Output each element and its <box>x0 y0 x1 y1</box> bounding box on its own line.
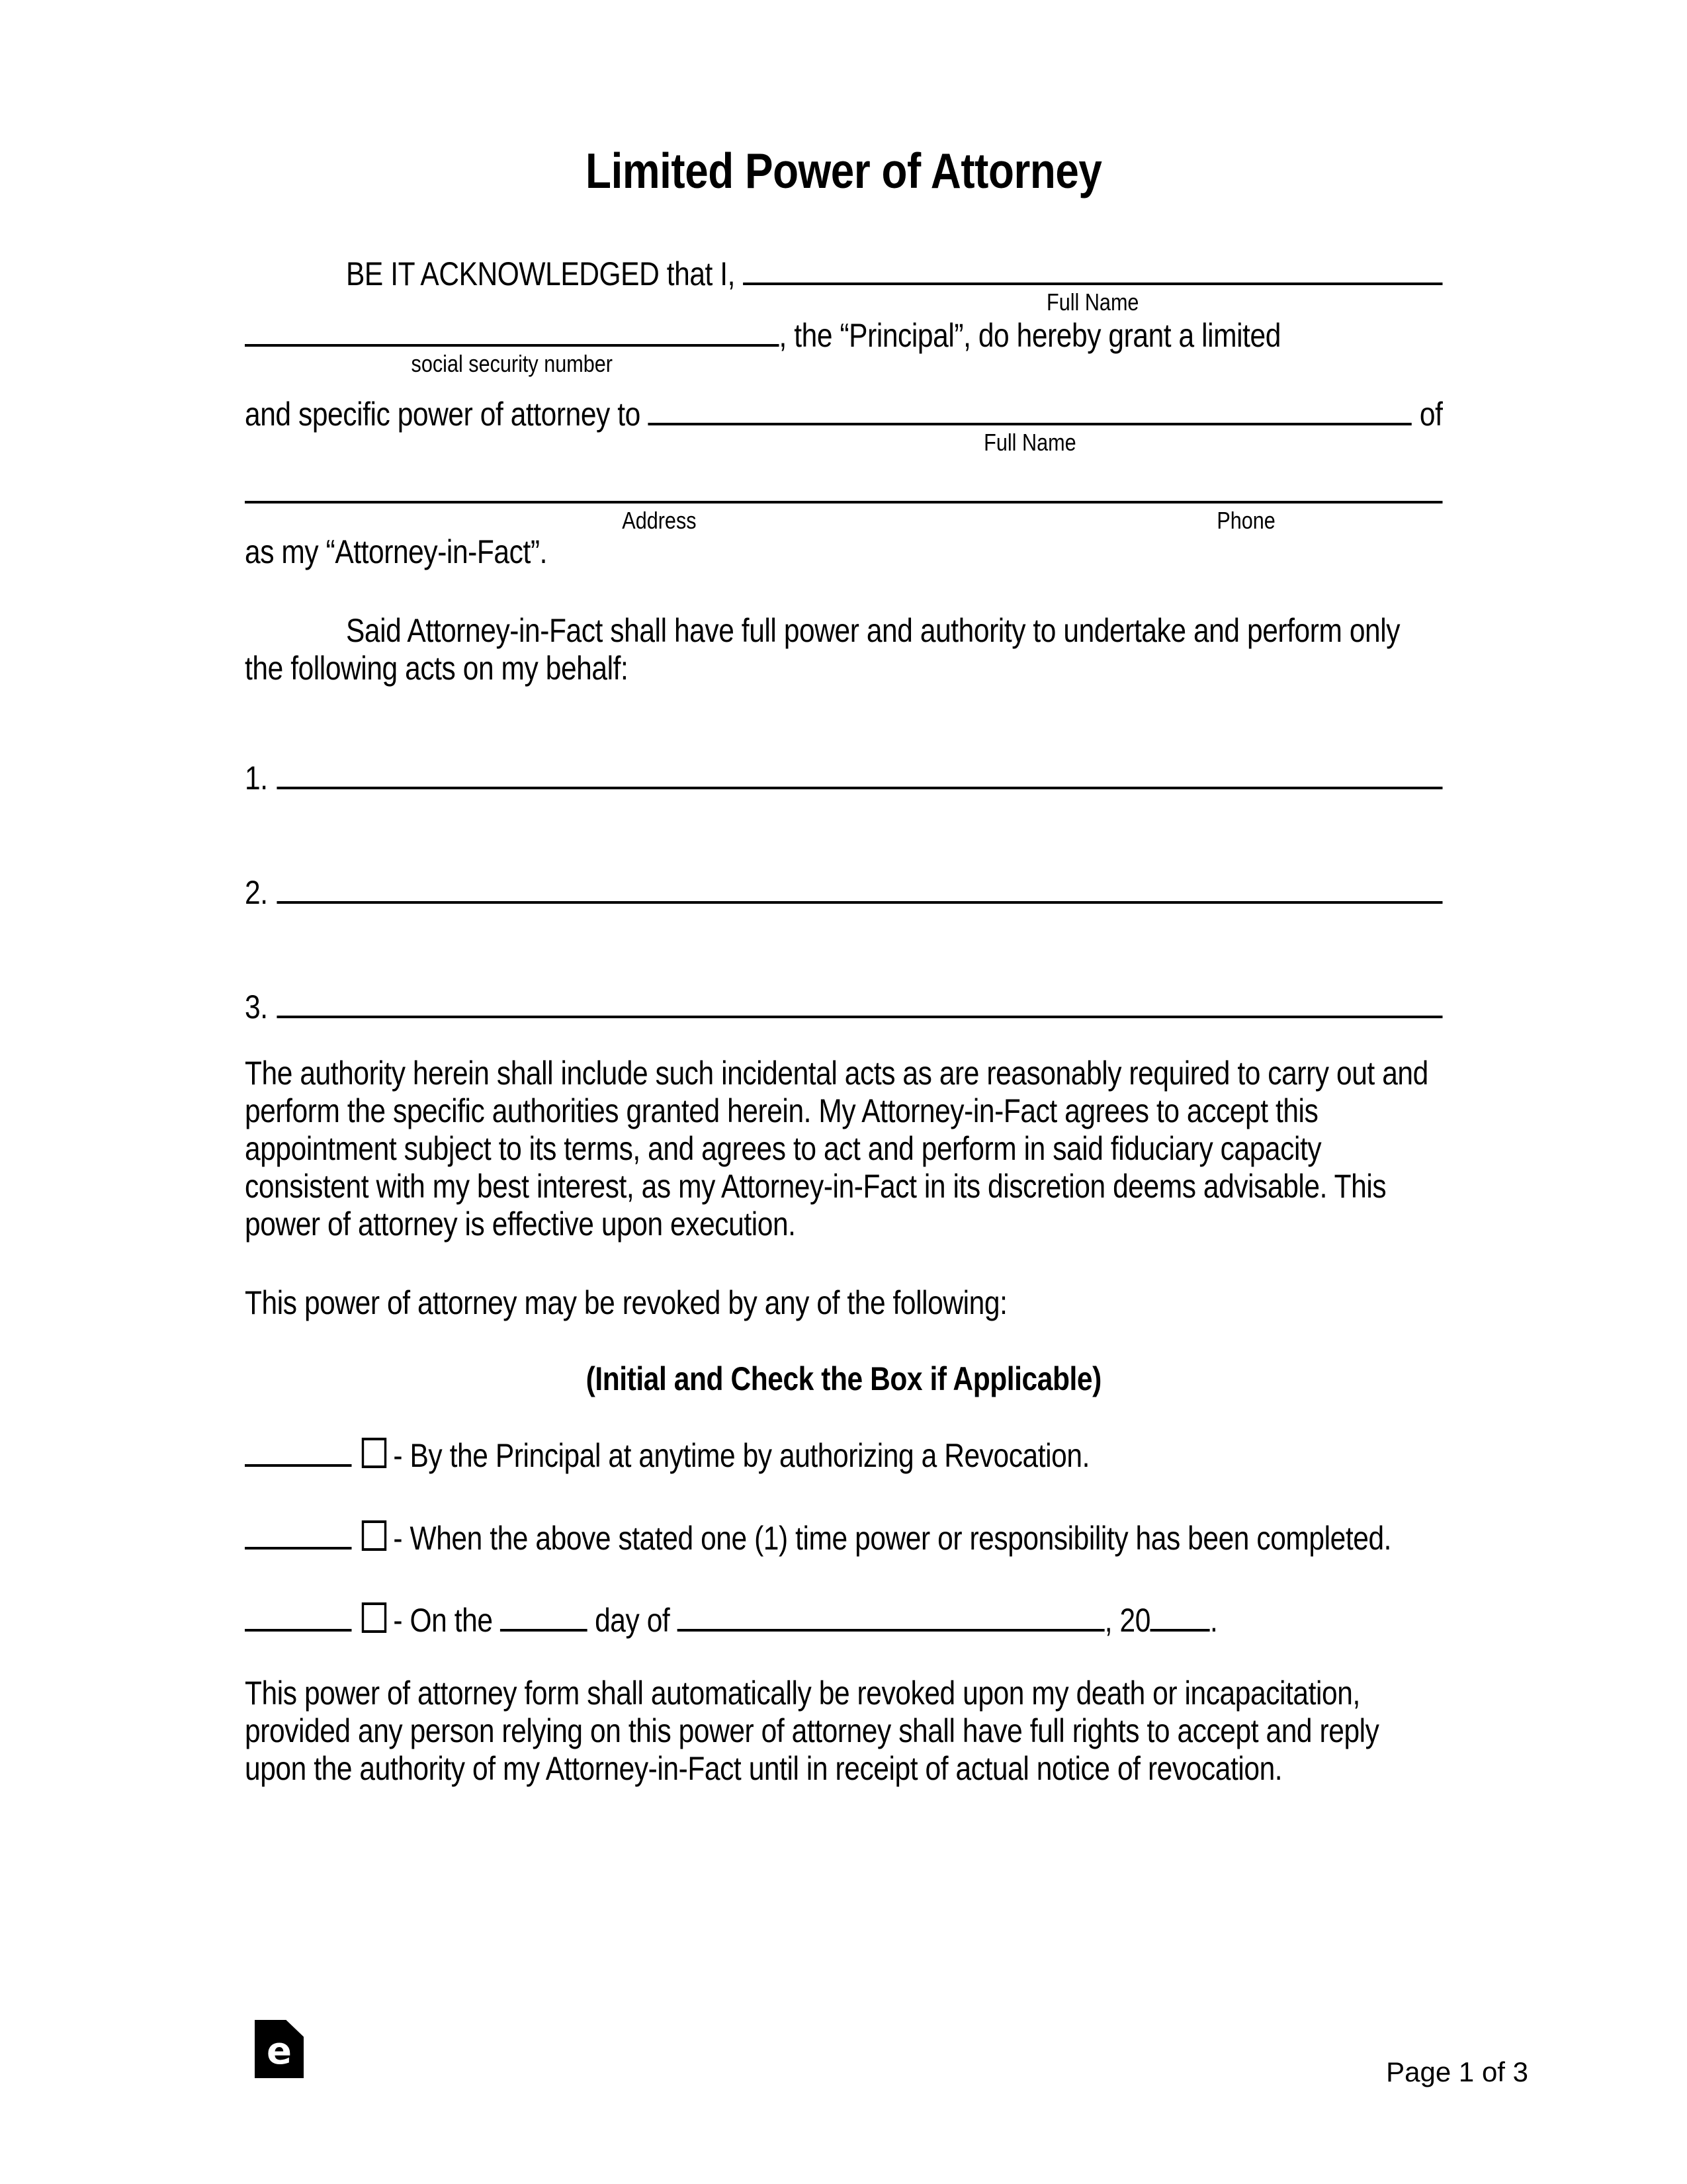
revocation-section <box>245 1284 1443 1639</box>
address-phone-line <box>245 466 1443 534</box>
revocation-option-3-day-label: day of <box>595 1602 670 1639</box>
grant-suffix-text: of <box>1419 396 1443 433</box>
grant-line <box>245 396 1443 456</box>
principal-name-field-label: Full Name <box>1047 288 1139 316</box>
checkbox-unchecked-icon[interactable] <box>362 1438 386 1468</box>
act-item-1 <box>245 760 1443 797</box>
revocation-option-2 <box>245 1520 1443 1557</box>
revocation-option-3 <box>245 1602 1443 1639</box>
month-field[interactable] <box>677 1629 1105 1632</box>
year-field[interactable] <box>1150 1629 1210 1632</box>
page-indicator: Page 1 of 3 <box>1386 2056 1528 2087</box>
revocation-option-1 <box>245 1437 1443 1475</box>
ssn-line <box>245 317 1443 377</box>
act-item-2-field[interactable] <box>277 901 1442 904</box>
phone-field-label: Phone <box>1217 507 1276 534</box>
acknowledgment-line <box>245 255 1443 316</box>
act-item-2-number: 2. <box>245 874 268 911</box>
termination-paragraph: This power of attorney form shall automatically be revoked upon my death or incapacitation, provided any person relying on this power of attorney shall have full rights to accept and reply upon the authority of my Attorney-in-Fact until in receipt of actual notice of revocation. <box>245 1675 1379 1787</box>
act-item-3 <box>245 988 1443 1026</box>
acknowledgment-text: BE IT ACKNOWLEDGED that I, <box>346 255 736 292</box>
principal-clause-text: , the “Principal”, do hereby grant a limited <box>779 317 1281 354</box>
revocation-option-1-text: - By the Principal at anytime by authorizing a Revocation. <box>393 1437 1090 1474</box>
revocation-option-3-period: . <box>1210 1602 1218 1639</box>
revocation-intro: This power of attorney may be revoked by any of the following: <box>245 1284 1008 1321</box>
day-number-field[interactable] <box>500 1629 587 1632</box>
address-phone-field[interactable] <box>245 501 1443 534</box>
act-item-3-field[interactable] <box>277 1016 1442 1018</box>
authority-section <box>245 612 1443 1026</box>
attorney-name-field-label: Full Name <box>984 429 1076 456</box>
address-field-label: Address <box>622 507 697 534</box>
revocation-instruction: (Initial and Check the Box if Applicable) <box>585 1360 1102 1397</box>
checkbox-unchecked-icon[interactable] <box>362 1520 386 1551</box>
page-title: Limited Power of Attorney <box>585 143 1102 198</box>
attorney-in-fact-line: as my “Attorney-in-Fact”. <box>245 533 547 570</box>
act-item-1-field[interactable] <box>277 787 1442 789</box>
authority-paragraph: Said Attorney-in-Fact shall have full power and authority to undertake and perform only the following acts on my behalf: <box>245 612 1401 687</box>
eforms-logo-letter: e <box>267 2030 292 2074</box>
initial-field-3[interactable] <box>245 1629 352 1632</box>
grant-prefix-text: and specific power of attorney to <box>245 396 640 433</box>
principal-name-field[interactable] <box>743 283 1443 316</box>
ssn-field[interactable] <box>245 344 779 377</box>
eforms-logo <box>255 2020 304 2078</box>
document-content <box>245 142 1443 1788</box>
ssn-field-label: social security number <box>411 350 613 377</box>
checkbox-unchecked-icon[interactable] <box>362 1602 386 1633</box>
intro-section <box>245 255 1443 571</box>
attorney-name-field[interactable] <box>648 423 1412 456</box>
initial-field-2[interactable] <box>245 1547 352 1550</box>
act-item-3-number: 3. <box>245 988 268 1026</box>
revocation-option-3-year-text: , 20 <box>1104 1602 1150 1639</box>
incidental-paragraph: The authority herein shall include such incidental acts as are reasonably required to carry out and perform the specific authorities granted herein. My Attorney-in-Fact agrees to accept this appointment subject to its terms, and agrees to act and perform in said fiduciary capacity consistent with my best interest, as my Attorney-in-Fact in its discretion deems advisable. This power of attorney is effective upon execution. <box>245 1055 1428 1243</box>
revocation-option-3-prefix: - On the <box>393 1602 493 1639</box>
revocation-option-2-text: - When the above stated one (1) time power or responsibility has been completed. <box>393 1520 1392 1557</box>
act-item-1-number: 1. <box>245 760 268 797</box>
initial-field-1[interactable] <box>245 1464 352 1467</box>
act-item-2 <box>245 874 1443 912</box>
